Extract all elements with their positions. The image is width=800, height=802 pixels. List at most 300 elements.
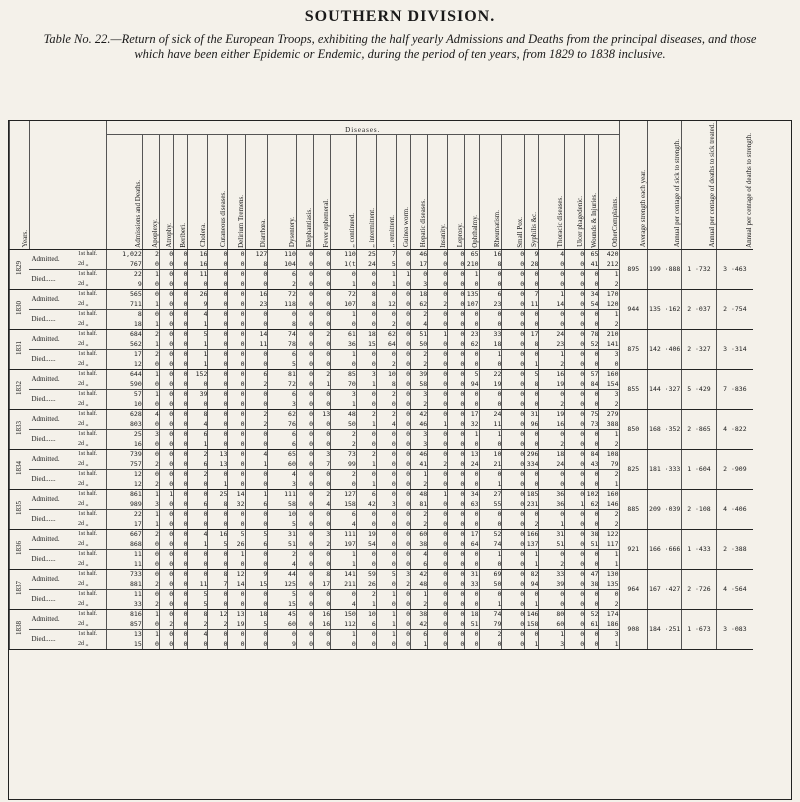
- table-cell: 46: [411, 250, 428, 260]
- table-cell: 0: [296, 550, 313, 560]
- table-cell: 26: [188, 290, 208, 300]
- table-cell: 0: [314, 420, 331, 430]
- table-cell: 0: [159, 560, 173, 570]
- table-cell: 0: [159, 590, 173, 600]
- half-label: 2d ,,: [78, 340, 107, 350]
- table-cell: 0: [208, 400, 228, 410]
- table-cell: 7: [208, 580, 228, 590]
- table-cell: 0: [174, 470, 188, 480]
- table-cell: 22: [107, 270, 143, 280]
- table-cell: 58: [411, 380, 428, 390]
- table-cell: 0: [228, 290, 245, 300]
- table-cell: 1: [142, 490, 159, 500]
- row-group-label: Admitted.: [29, 330, 78, 350]
- table-cell: 0: [502, 450, 525, 460]
- table-cell: 0: [396, 290, 410, 300]
- table-cell: 45: [268, 610, 297, 620]
- table-cell: 1: [245, 460, 268, 470]
- table-cell: 6: [268, 390, 297, 400]
- table-cell: 0: [396, 560, 410, 570]
- table-cell: 81: [411, 500, 428, 510]
- year-cell: 1832: [10, 370, 30, 410]
- table-cell: 0: [142, 360, 159, 370]
- table-cell: 4: [188, 630, 208, 640]
- table-cell: 38: [585, 580, 599, 590]
- table-cell: 5: [268, 590, 297, 600]
- table-cell: 0: [208, 250, 228, 260]
- table-cell: 0: [376, 450, 396, 460]
- table-cell: 6: [268, 350, 297, 360]
- table-cell: 0: [396, 300, 410, 310]
- table-cell: 6: [188, 430, 208, 440]
- table-cell: 0: [296, 470, 313, 480]
- table-cell: 0: [245, 520, 268, 530]
- table-cell: 0: [396, 340, 410, 350]
- col-header-disease: Admissions and Deaths.: [107, 135, 143, 250]
- table-cell: 158: [331, 500, 357, 510]
- table-cell: 1: [479, 550, 502, 560]
- table-cell: 1: [208, 480, 228, 490]
- table-cell: 19: [228, 620, 245, 630]
- table-cell: 0: [159, 270, 173, 280]
- table-cell: 42: [411, 410, 428, 420]
- half-label: 1st half.: [78, 291, 98, 298]
- table-cell: 0: [296, 390, 313, 400]
- table-cell: 1: [356, 600, 376, 610]
- summary-deaths-strength: 4 ·822: [716, 410, 753, 450]
- table-cell: 2: [188, 450, 208, 460]
- table-cell: 0: [539, 510, 565, 520]
- table-cell: 62: [585, 500, 599, 510]
- table-cell: 146: [525, 610, 539, 620]
- col-header-disease: Elephantiasis.: [296, 135, 313, 250]
- table-cell: 0: [228, 420, 245, 430]
- table-cell: 2: [479, 630, 502, 640]
- table-cell: 0: [565, 560, 585, 570]
- table-cell: 0: [331, 480, 357, 490]
- table-cell: 0: [296, 280, 313, 290]
- table-cell: 4: [376, 420, 396, 430]
- table-cell: 0: [448, 540, 465, 550]
- table-cell: 24: [479, 410, 502, 420]
- table-cell: 0: [502, 280, 525, 290]
- table-cell: 0: [208, 350, 228, 360]
- table-cell: 4: [188, 420, 208, 430]
- table-cell: 2: [411, 520, 428, 530]
- table-cell: 0: [296, 440, 313, 450]
- table-cell: 1: [188, 540, 208, 550]
- table-cell: 0: [428, 550, 448, 560]
- table-cell: 0: [228, 340, 245, 350]
- table-cell: 2: [599, 520, 619, 530]
- table-cell: 38: [585, 530, 599, 540]
- table-cell: 667: [107, 530, 143, 540]
- table-cell: 0: [296, 500, 313, 510]
- table-cell: 0: [228, 250, 245, 260]
- table-cell: 0: [356, 440, 376, 450]
- table-cell: 2: [356, 410, 376, 420]
- table-cell: 0: [296, 350, 313, 360]
- table-cell: 2: [188, 620, 208, 630]
- table-cell: 0: [228, 640, 245, 650]
- table-cell: 0: [525, 510, 539, 520]
- table-cell: 41: [411, 460, 428, 470]
- table-cell: 2: [356, 450, 376, 460]
- half-label: 2d ,,: [78, 380, 107, 390]
- table-cell: 18: [465, 610, 479, 620]
- table-cell: 1: [479, 480, 502, 490]
- table-cell: 62: [376, 330, 396, 340]
- table-cell: 16: [208, 530, 228, 540]
- table-cell: 0: [142, 540, 159, 550]
- table-cell: 2: [208, 620, 228, 630]
- table-cell: 0: [228, 260, 245, 270]
- table-cell: 0: [159, 330, 173, 340]
- table-cell: 5: [188, 330, 208, 340]
- table-cell: 1: [142, 320, 159, 330]
- table-cell: 1: [228, 550, 245, 560]
- row-group-label: Admitted.: [29, 530, 78, 550]
- table-cell: 0: [479, 510, 502, 520]
- table-cell: 0: [228, 590, 245, 600]
- table-cell: 0: [428, 340, 448, 350]
- table-cell: 117: [599, 540, 619, 550]
- table-cell: 0: [245, 280, 268, 290]
- table-cell: 0: [448, 270, 465, 280]
- table-cell: 3: [411, 440, 428, 450]
- table-cell: 43: [585, 460, 599, 470]
- table-cell: 0: [565, 530, 585, 540]
- table-cell: 0: [174, 400, 188, 410]
- table-cell: 0: [465, 590, 479, 600]
- table-cell: 80: [539, 610, 565, 620]
- table-cell: 0: [314, 600, 331, 610]
- table-cell: 3: [268, 400, 297, 410]
- table-cell: 0: [228, 520, 245, 530]
- summary-strength: 885: [619, 490, 648, 530]
- table-cell: 135: [465, 290, 479, 300]
- summary-strength: 855: [619, 370, 648, 410]
- table-cell: 711: [107, 300, 143, 310]
- table-cell: 94: [525, 580, 539, 590]
- table-cell: 0: [159, 300, 173, 310]
- table-cell: 2: [411, 360, 428, 370]
- table-cell: 0: [502, 300, 525, 310]
- table-cell: 0: [159, 640, 173, 650]
- table-cell: 0: [565, 360, 585, 370]
- table-cell: 1: [599, 430, 619, 440]
- table-cell: 48: [411, 490, 428, 500]
- table-cell: 0: [296, 560, 313, 570]
- table-cell: 0: [599, 590, 619, 600]
- table-cell: 0: [448, 610, 465, 620]
- table-cell: 7: [525, 290, 539, 300]
- table-cell: 0: [585, 280, 599, 290]
- table-cell: 6: [356, 490, 376, 500]
- table-cell: 0: [314, 340, 331, 350]
- row-group-label: Admitted.: [29, 290, 78, 310]
- year-cell: 1833: [10, 410, 30, 450]
- table-cell: 1: [356, 460, 376, 470]
- table-cell: 0: [376, 580, 396, 590]
- table-cell: 0: [174, 410, 188, 420]
- table-cell: 1: [331, 630, 357, 640]
- table-cell: 0: [502, 620, 525, 630]
- table-cell: 0: [396, 350, 410, 360]
- table-cell: 0: [208, 290, 228, 300]
- table-cell: 0: [245, 310, 268, 320]
- table-cell: 0: [174, 390, 188, 400]
- table-cell: 0: [448, 460, 465, 470]
- table-cell: 17: [465, 530, 479, 540]
- table-cell: 0: [228, 480, 245, 490]
- table-cell: 3: [356, 370, 376, 380]
- table-cell: 0: [428, 370, 448, 380]
- table-cell: 644: [107, 370, 143, 380]
- table-cell: 0: [565, 420, 585, 430]
- diseases-header: Diseases.: [107, 121, 619, 135]
- table-cell: 2: [142, 580, 159, 590]
- table-cell: 31: [525, 410, 539, 420]
- table-cell: 24: [539, 330, 565, 340]
- half-label: 2d ,,: [78, 360, 107, 370]
- col-header-disease: Thoracic diseases.: [539, 135, 565, 250]
- table-cell: 0: [396, 380, 410, 390]
- half-label: 1st half.: [78, 411, 98, 418]
- table-cell: 2: [268, 550, 297, 560]
- table-cell: 64: [376, 340, 396, 350]
- table-cell: 0: [502, 500, 525, 510]
- table-cell: 0: [208, 510, 228, 520]
- table-cell: 0: [174, 330, 188, 340]
- table-cell: 137: [525, 540, 539, 550]
- table-cell: 0: [188, 280, 208, 290]
- table-cell: 0: [585, 470, 599, 480]
- summary-sick-pct: 167 ·427: [648, 570, 682, 610]
- table-cell: 1: [142, 510, 159, 520]
- table-cell: 0: [228, 400, 245, 410]
- table-cell: 82: [525, 570, 539, 580]
- table-cell: 1: [376, 630, 396, 640]
- table-cell: 0: [159, 440, 173, 450]
- table-cell: 96: [525, 420, 539, 430]
- table-cell: 0: [411, 270, 428, 280]
- summary-deaths-sick: 5 ·429: [682, 370, 716, 410]
- table-cell: 76: [268, 420, 297, 430]
- table-cell: 0: [428, 350, 448, 360]
- half-label: 1st half.: [78, 431, 98, 438]
- summary-deaths-sick: 2 ·327: [682, 330, 716, 370]
- table-cell: 0: [188, 520, 208, 530]
- table-cell: 0: [228, 440, 245, 450]
- table-cell: 5: [376, 260, 396, 270]
- table-cell: 0: [428, 590, 448, 600]
- table-cell: 150: [331, 610, 357, 620]
- table-cell: 0: [208, 300, 228, 310]
- table-cell: 1: [142, 610, 159, 620]
- table-cell: 112: [331, 620, 357, 630]
- table-cell: 6: [479, 290, 502, 300]
- half-label: 1st half.: [78, 391, 98, 398]
- table-cell: 0: [174, 610, 188, 620]
- table-cell: 1: [331, 400, 357, 410]
- table-cell: 2: [599, 400, 619, 410]
- table-cell: 0: [159, 540, 173, 550]
- table-cell: 0: [174, 490, 188, 500]
- table-cell: 51: [465, 620, 479, 630]
- half-label: 2d ,,: [78, 520, 107, 530]
- table-cell: 0: [525, 430, 539, 440]
- row-label-spacer: [29, 121, 106, 250]
- table-cell: 0: [142, 470, 159, 480]
- table-cell: 6: [411, 560, 428, 570]
- table-cell: 0: [585, 480, 599, 490]
- table-cell: 4: [411, 550, 428, 560]
- table-cell: 628: [107, 410, 143, 420]
- table-cell: 562: [107, 340, 143, 350]
- table-cell: 210: [465, 260, 479, 270]
- year-cell: 1831: [10, 330, 30, 370]
- col-header-disease: OtherComplaints.: [599, 135, 619, 250]
- table-cell: 24: [539, 460, 565, 470]
- table-cell: 2: [428, 460, 448, 470]
- table-cell: 0: [159, 430, 173, 440]
- table-cell: 74: [479, 610, 502, 620]
- table-cell: 0: [539, 320, 565, 330]
- table-cell: 0: [208, 520, 228, 530]
- table-cell: 0: [376, 490, 396, 500]
- half-label: 1st half.: [78, 591, 98, 598]
- table-cell: 0: [479, 520, 502, 530]
- table-cell: 0: [376, 470, 396, 480]
- table-cell: 0: [565, 480, 585, 490]
- table-cell: 0: [159, 510, 173, 520]
- table-cell: 51: [539, 540, 565, 550]
- table-cell: 0: [296, 630, 313, 640]
- table-cell: 1: [356, 420, 376, 430]
- table-cell: 0: [314, 430, 331, 440]
- table-cell: 0: [448, 430, 465, 440]
- table-cell: 1: [465, 430, 479, 440]
- table-cell: 0: [331, 270, 357, 280]
- table-cell: 0: [479, 590, 502, 600]
- summary-strength: 964: [619, 570, 648, 610]
- table-cell: 0: [142, 570, 159, 580]
- row-group-label: Died......: [29, 550, 78, 570]
- table-cell: 0: [428, 260, 448, 270]
- table-cell: 2: [411, 480, 428, 490]
- table-cell: 2: [314, 370, 331, 380]
- table-cell: 17: [411, 260, 428, 270]
- table-cell: 18: [479, 340, 502, 350]
- table-cell: 0: [296, 490, 313, 500]
- table-cell: 0: [159, 400, 173, 410]
- table-cell: 0: [565, 400, 585, 410]
- table-cell: 2: [525, 520, 539, 530]
- table-cell: 0: [174, 440, 188, 450]
- table-cell: 1: [376, 610, 396, 620]
- col-header-disease: ,, remittent.: [376, 135, 396, 250]
- table-cell: 0: [174, 590, 188, 600]
- summary-strength: 944: [619, 290, 648, 330]
- table-cell: 79: [479, 620, 502, 630]
- table-cell: 0: [565, 640, 585, 650]
- table-cell: 0: [228, 360, 245, 370]
- table-cell: 0: [565, 550, 585, 560]
- table-cell: 2: [314, 540, 331, 550]
- table-cell: 1: [188, 340, 208, 350]
- table-cell: 0: [502, 400, 525, 410]
- table-cell: 0: [159, 500, 173, 510]
- table-cell: 0: [142, 590, 159, 600]
- table-cell: 0: [188, 490, 208, 500]
- table-cell: 22: [479, 370, 502, 380]
- table-cell: 19: [539, 410, 565, 420]
- summary-deaths-strength: 3 ·463: [716, 250, 753, 290]
- table-cell: 15: [245, 580, 268, 590]
- table-cell: 0: [585, 360, 599, 370]
- table-cell: 0: [228, 350, 245, 360]
- table-cell: 1: [599, 550, 619, 560]
- table-cell: 0: [296, 620, 313, 630]
- table-cell: 210: [599, 330, 619, 340]
- table-cell: 6: [331, 510, 357, 520]
- table-cell: 0: [296, 410, 313, 420]
- table-cell: 0: [142, 620, 159, 630]
- table-cell: 0: [208, 340, 228, 350]
- table-cell: 0: [539, 590, 565, 600]
- summary-strength: 825: [619, 450, 648, 490]
- table-cell: 34: [585, 290, 599, 300]
- table-cell: 5: [188, 600, 208, 610]
- table-cell: 0: [331, 640, 357, 650]
- table-cell: 0: [174, 430, 188, 440]
- summary-deaths-sick: 2 ·865: [682, 410, 716, 450]
- col-header-disease: Ulcer phagedenic.: [565, 135, 585, 250]
- table-cell: 10: [268, 510, 297, 520]
- table-cell: 6: [188, 500, 208, 510]
- col-header-disease: Delirium Tremens.: [228, 135, 245, 250]
- table-cell: 0: [565, 430, 585, 440]
- table-cell: 42: [411, 620, 428, 630]
- table-cell: 108: [599, 450, 619, 460]
- table-cell: 0: [245, 350, 268, 360]
- table-cell: 2: [411, 510, 428, 520]
- half-label: 1st half.: [78, 271, 98, 278]
- table-cell: 8: [376, 380, 396, 390]
- table-cell: 25: [107, 430, 143, 440]
- half-label: 2d ,,: [78, 460, 107, 470]
- table-cell: 3: [314, 450, 331, 460]
- table-cell: 0: [314, 560, 331, 570]
- table-cell: 0: [448, 390, 465, 400]
- table-cell: 1: [525, 550, 539, 560]
- summary-strength: 921: [619, 530, 648, 570]
- col-header-disease: Rheumatism.: [479, 135, 502, 250]
- table-cell: 0: [142, 310, 159, 320]
- table-cell: 2: [599, 600, 619, 610]
- table-cell: 0: [479, 360, 502, 370]
- table-cell: 0: [376, 550, 396, 560]
- table-cell: 0: [585, 320, 599, 330]
- table-cell: 27: [479, 490, 502, 500]
- table-cell: 0: [479, 320, 502, 330]
- table-cell: 0: [502, 460, 525, 470]
- table-cell: 0: [428, 480, 448, 490]
- table-cell: 57: [107, 390, 143, 400]
- table-cell: 3: [411, 430, 428, 440]
- table-cell: 0: [448, 400, 465, 410]
